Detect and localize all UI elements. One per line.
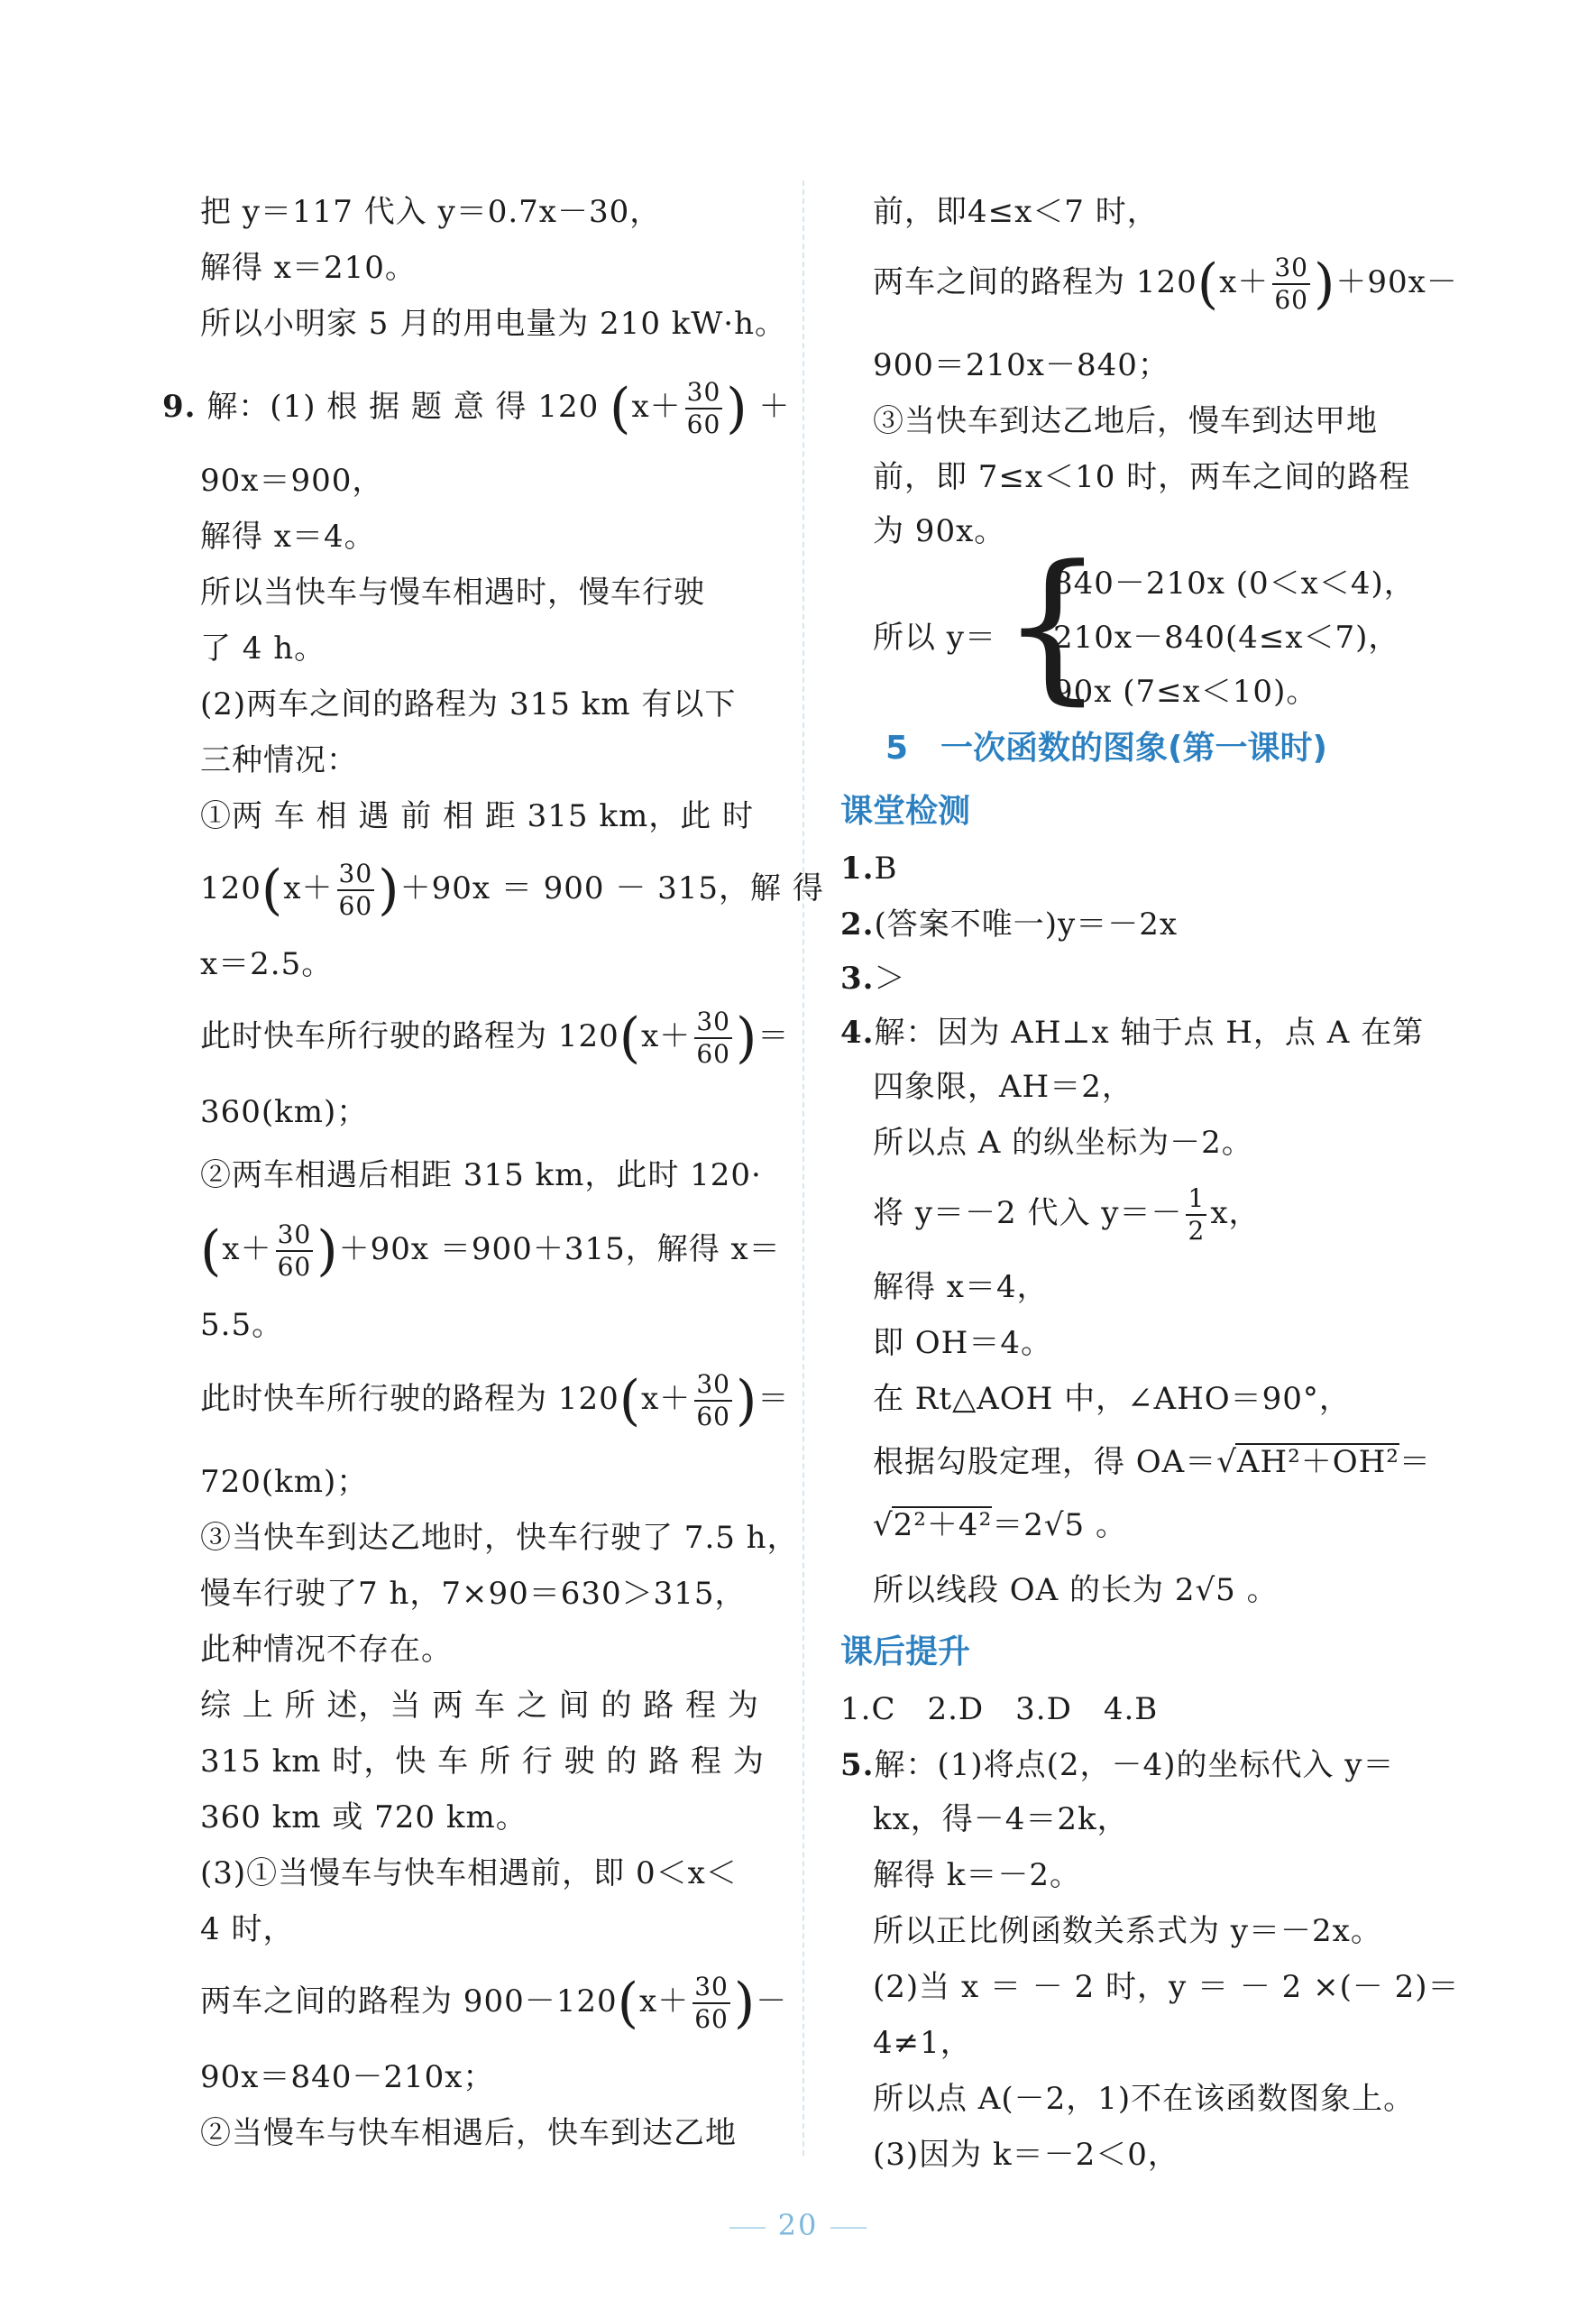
fraction-denominator: 60 [277,1252,312,1282]
answer-line [840,1744,1394,1786]
text-segment: ＝ [757,1018,790,1054]
text-segment: 根据勾股定理，得 OA＝ [873,1444,1217,1480]
text-segment: 此时快车所行驶的路程为 120 [200,1381,619,1417]
answer-line [840,904,1178,945]
answer-line [840,958,906,999]
fraction [276,1219,314,1283]
paren: ( [610,377,632,440]
text-line: 4≠1， [873,2025,972,2061]
piecewise-case: 840－210x (0＜x＜4)， [1053,566,1416,602]
question-number: 9. [162,389,197,425]
text-segment: ＝ [1399,1444,1431,1480]
page-number-text: 20 [777,2208,819,2242]
paren: ( [617,1972,640,2035]
text-line: 解得 x＝4。 [200,519,376,555]
paren: ( [619,1369,642,1432]
heading-class-check: 课堂检测 [840,793,971,830]
text-line: ②两车相遇后相距 315 km，此时 120· [200,1157,762,1193]
text-line: 解得 k＝－2。 [873,1857,1082,1893]
page-number-dash [830,2227,867,2229]
fraction-numerator: 30 [694,1007,732,1039]
text-line: 在 Rt△AOH 中，∠AHO＝90°， [873,1381,1351,1417]
text-line: kx，得－4＝2k， [873,1801,1129,1837]
question-number: 1. [840,851,875,887]
equation-line [200,1369,789,1432]
answer-text: ＞ [874,961,906,997]
equation-line [200,859,824,922]
paren: ( [619,1007,642,1070]
text-segment: ＋ [758,389,791,425]
text-line: 90x＝840－210x； [200,2059,495,2095]
equation-line: √2²＋4²＝2√5 。 [873,1507,1127,1543]
fraction-numerator: 1 [1186,1183,1206,1216]
text-segment: 120 [200,870,261,906]
text-line: 解得 x＝210。 [200,250,417,286]
text-segment: x＋ [641,1018,692,1054]
paren: ) [733,1972,757,2035]
equation-line [200,1219,781,1283]
fraction-denominator: 60 [696,1039,730,1069]
question-number: 2. [840,906,875,943]
paren: ( [200,1219,223,1283]
paren: ) [1313,253,1336,316]
text-line: x＝2.5。 [200,946,334,982]
text-segment: 将 y＝－2 代入 y＝－ [873,1195,1183,1231]
text-segment: x＋ [222,1231,272,1267]
page-number-dash [729,2227,766,2229]
text-line: (2)当 x ＝ － 2 时，y ＝ － 2 ×(－ 2)＝ [873,1969,1460,2005]
text-line: 三种情况： [200,742,358,778]
text-line: 前，即 7≤x＜10 时，两车之间的路程 [873,459,1411,495]
text-line: (3)①当慢车与快车相遇前，即 0＜x＜ [200,1855,738,1891]
text-segment: 两车之间的路程为 120 [873,264,1197,300]
fraction [694,1007,732,1070]
fraction [685,377,723,440]
fraction-denominator: 60 [338,891,373,921]
fraction-numerator: 30 [685,377,723,409]
text-segment: ＋90x－ [1335,264,1458,300]
text-line: 此种情况不存在。 [200,1632,453,1668]
question-number: 5. [840,1747,875,1783]
equation-line: 根据勾股定理，得 OA＝√AH²＋OH²＝ [873,1444,1431,1480]
equation-line [873,1183,1261,1247]
text-line: 所以点 A(－2，1)不在该函数图象上。 [873,2081,1416,2117]
text-line: 所以正比例函数关系式为 y＝－2x。 [873,1913,1382,1949]
fraction-denominator: 2 [1188,1216,1206,1246]
paren: ( [261,859,284,922]
text-line: 360(km)； [200,1094,369,1130]
text-line: 360 km 或 720 km。 [200,1799,527,1835]
fraction-numerator: 30 [276,1219,314,1252]
paren: ) [316,1219,339,1283]
question-9-line [162,377,791,440]
paren: ) [726,377,748,440]
fraction [693,1972,730,2035]
sqrt-radicand: 2²＋4² [893,1507,993,1543]
text-segment: ＝2√5 。 [992,1507,1127,1543]
text-line: 4 时， [200,1911,295,1947]
paren: ( [1197,253,1220,316]
text-segment: 此时快车所行驶的路程为 120 [200,1018,619,1054]
equation-line [200,1007,789,1070]
brace: { [1001,531,1105,720]
text-line: 900＝210x－840； [873,347,1169,383]
text-line: 了 4 h。 [200,630,326,667]
fraction-denominator: 60 [1274,285,1308,315]
text-segment: 解：(1) 根 据 题 意 得 120 [206,389,600,425]
fraction-denominator: 60 [686,409,721,439]
answer-line [840,1012,1424,1053]
text-line: ③当快车到达乙地后，慢车到达甲地 [873,403,1378,439]
fraction [1272,253,1310,316]
text-line: 前，即4≤x＜7 时， [873,194,1159,230]
answer-text: 解：因为 AH⊥x 轴于点 H，点 A 在第 [874,1015,1425,1051]
fraction-numerator: 30 [694,1369,732,1402]
text-line: 5.5。 [200,1307,284,1343]
text-line: 四象限，AH＝2， [873,1069,1133,1105]
fraction-numerator: 30 [693,1972,730,2004]
text-line: 所以线段 OA 的长为 2√5 。 [873,1572,1279,1608]
paren: ) [735,1007,758,1070]
text-line: 315 km 时，快 车 所 行 驶 的 路 程 为 [200,1743,765,1780]
text-segment: ＝ [757,1381,790,1417]
text-line: 解得 x＝4， [873,1269,1049,1305]
paren: ) [378,859,400,922]
question-number: 4. [840,1015,875,1051]
text-segment: x， [1210,1195,1261,1231]
section-title: 5 一次函数的图象(第一课时) [885,730,1327,767]
text-segment: ＋90x ＝900＋315，解得 x＝ [338,1231,781,1267]
sqrt-radicand: AH²＋OH² [1236,1444,1399,1480]
text-line: ②当慢车与快车相遇后，快车到达乙地 [200,2115,737,2151]
text-line: (3)因为 k＝－2＜0， [873,2137,1179,2173]
text-line: 所以当快车与慢车相遇时，慢车行驶 [200,575,705,611]
text-line: 所以点 A 的纵坐标为－2。 [873,1125,1253,1161]
text-line: 所以小明家 5 月的用电量为 210 kW·h。 [200,306,787,342]
text-line: 90x＝900， [200,463,384,499]
text-line: 即 OH＝4。 [873,1325,1052,1361]
piecewise-label: 所以 y＝ [873,620,997,656]
text-segment: ＋90x ＝ 900 － 315，解 得 [399,870,824,906]
equation-line [200,1972,787,2035]
question-number: 3. [840,961,875,997]
text-segment: x＋ [639,1983,690,2019]
fraction [694,1369,732,1432]
fraction [337,859,375,922]
text-segment: － [756,1983,788,2019]
text-segment: x＋ [1219,264,1270,300]
text-segment: 两车之间的路程为 900－120 [200,1983,618,2019]
paren: ) [735,1369,758,1432]
text-line: ③当快车到达乙地时，快车行驶了 7.5 h， [200,1520,799,1556]
right-column [803,0,1596,2300]
text-line: 为 90x。 [873,513,1006,549]
fraction-denominator: 60 [694,2004,729,2034]
text-line: 慢车行驶了7 h，7×90＝630＞315， [200,1576,747,1612]
text-line: (2)两车之间的路程为 315 km 有以下 [200,686,737,722]
text-segment: x＋ [641,1381,692,1417]
equation-line [873,253,1458,316]
text-line: 720(km)； [200,1464,369,1500]
text-line: 综 上 所 述，当 两 车 之 间 的 路 程 为 [200,1688,759,1724]
piecewise-case: 90x (7≤x＜10)。 [1053,674,1318,710]
text-line: 把 y＝117 代入 y＝0.7x－30， [200,194,662,230]
fraction-numerator: 30 [337,859,375,891]
text-segment: x＋ [283,870,334,906]
text-segment: x＋ [631,389,682,425]
answer-text: (答案不唯一)y＝－2x [874,906,1179,943]
answer-text: B [874,851,898,887]
text-line: ①两 车 相 遇 前 相 距 315 km，此 时 [200,798,755,834]
fraction [1186,1183,1206,1247]
heading-after-class: 课后提升 [840,1633,971,1670]
piecewise-case: 210x－840(4≤x＜7)， [1053,620,1400,656]
fraction-denominator: 60 [696,1402,730,1431]
answer-text: 解：(1)将点(2，－4)的坐标代入 y＝ [874,1747,1395,1783]
page-number [0,2208,1596,2242]
fraction-numerator: 30 [1272,253,1310,285]
answer-line: 1.C 2.D 3.D 4.B [840,1691,1159,1727]
answer-line [840,848,898,889]
